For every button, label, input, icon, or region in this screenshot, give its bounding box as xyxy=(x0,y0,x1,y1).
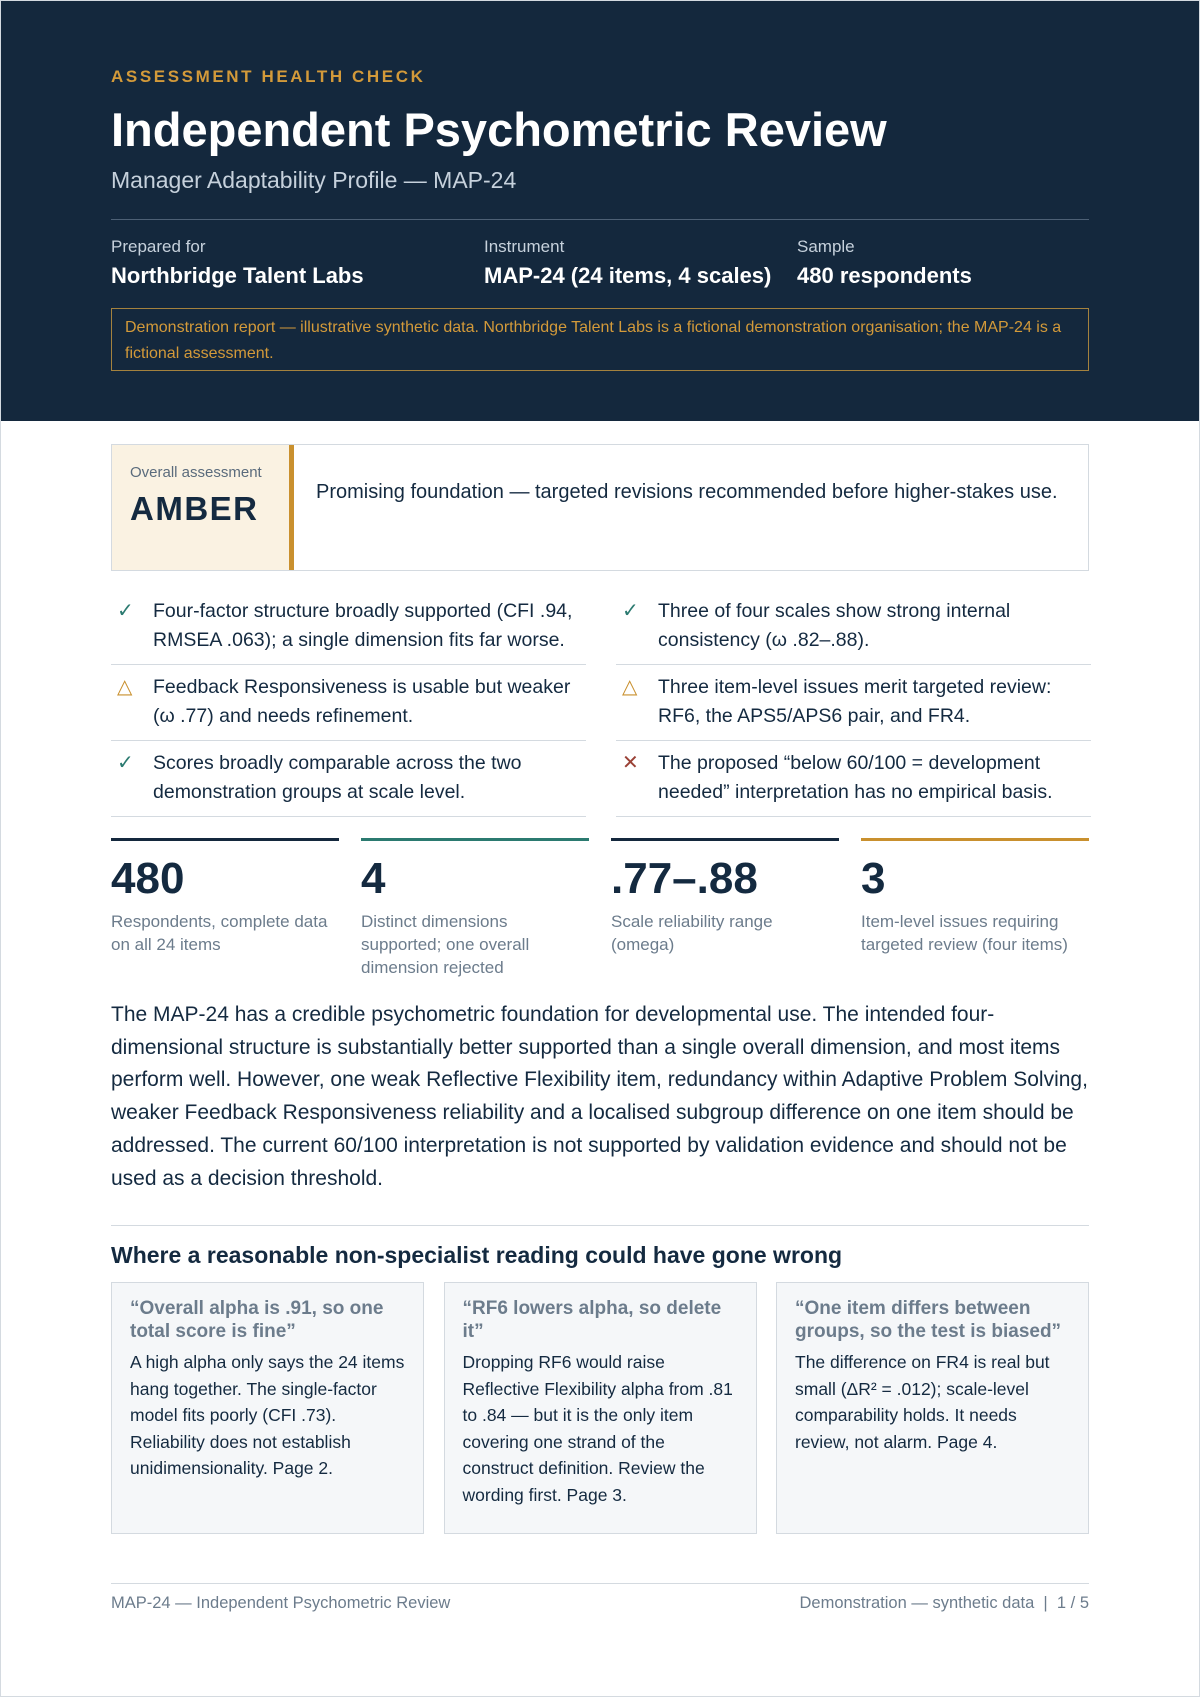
stat-value: 3 xyxy=(861,854,886,903)
finding-text: Three item-level issues merit targeted review: RF6, the APS5/APS6 pair, and FR4. xyxy=(658,676,1052,727)
stat-value: 480 xyxy=(111,854,185,903)
stat-label: Item-level issues requiring targeted review (four items) xyxy=(861,912,1068,954)
finding-text: Scores broadly comparable across the two demonstration groups at scale level. xyxy=(153,752,522,803)
overall-rating: AMBER xyxy=(130,490,259,527)
pitfall-card xyxy=(111,1282,424,1534)
warning-triangle-icon: △ xyxy=(622,676,638,698)
meta-value: MAP-24 (24 items, 4 scales) xyxy=(484,263,772,288)
report-title: Independent Psychometric Review xyxy=(111,103,887,156)
pitfalls-heading: Where a reasonable non-specialist reading could have gone wrong xyxy=(111,1242,843,1269)
finding-item xyxy=(616,741,1091,817)
pitfall-card xyxy=(444,1282,757,1534)
stat-value: .77–.88 xyxy=(611,854,758,903)
meta-value: 480 respondents xyxy=(797,263,972,288)
stat-respondents xyxy=(111,838,339,979)
pitfall-quote: “RF6 lowers alpha, so delete it” xyxy=(462,1298,722,1343)
cross-icon: ✕ xyxy=(622,752,639,774)
check-icon: ✓ xyxy=(622,600,639,622)
finding-text: Four-factor structure broadly supported (CFI .94, RMSEA .063); a single dimension fits far worse. xyxy=(153,600,573,651)
finding-item xyxy=(111,741,586,817)
report-meta xyxy=(111,236,1089,290)
key-findings xyxy=(111,589,1089,817)
meta-instrument xyxy=(484,236,797,290)
meta-prepared-for xyxy=(111,236,484,290)
key-statistics xyxy=(111,838,1089,979)
pitfall-cards xyxy=(111,1282,1089,1534)
finding-item xyxy=(111,665,586,741)
report-header xyxy=(1,1,1199,421)
overall-rating-panel xyxy=(112,445,294,570)
meta-label: Instrument xyxy=(484,237,565,256)
finding-text: Three of four scales show strong internal consistency (ω .82–.88). xyxy=(658,600,1011,651)
stat-dimensions xyxy=(361,838,589,979)
finding-text: Feedback Responsiveness is usable but weaker (ω .77) and needs refinement. xyxy=(153,676,571,727)
finding-item xyxy=(616,665,1091,741)
section-divider xyxy=(111,1225,1089,1226)
header-divider xyxy=(111,219,1089,220)
stat-label: Distinct dimensions supported; one overall dimension rejected xyxy=(361,912,530,977)
meta-value: Northbridge Talent Labs xyxy=(111,263,364,288)
stat-label: Respondents, complete data on all 24 items xyxy=(111,912,328,954)
footer-title: MAP-24 — Independent Psychometric Review xyxy=(111,1594,451,1612)
stat-item-issues xyxy=(861,838,1089,979)
pitfall-quote: “One item differs between groups, so the test is biased” xyxy=(795,1298,1062,1343)
overall-label: Overall assessment xyxy=(130,464,262,481)
finding-item xyxy=(111,589,586,665)
pitfall-explanation: The difference on FR4 is real but small (ΔR² = .012); scale-level comparability holds. It needs review, not alarm. Page 4. xyxy=(795,1352,1050,1452)
stat-label: Scale reliability range (omega) xyxy=(611,912,773,954)
overall-summary: Promising foundation — targeted revisions recommended before higher-stakes use. xyxy=(316,481,1058,503)
pitfall-explanation: A high alpha only says the 24 items hang together. The single-factor model fits poorly (CFI .73). Reliability does not establish unidimensionality. Page 2. xyxy=(130,1352,405,1479)
finding-text: The proposed “below 60/100 = development needed” interpretation has no empirical basis. xyxy=(658,752,1053,803)
report-content xyxy=(1,444,1199,1534)
report-subtitle: Manager Adaptability Profile — MAP-24 xyxy=(111,167,517,193)
meta-sample xyxy=(797,236,972,290)
pitfall-explanation: Dropping RF6 would raise Reflective Flexibility alpha from .81 to .84 — but it is the only item covering one strand of the construct definition. Review the wording first. Page 3. xyxy=(462,1352,733,1505)
footer-page-info: Demonstration — synthetic data | 1 / 5 xyxy=(799,1594,1089,1612)
pitfall-quote: “Overall alpha is .91, so one total score is fine” xyxy=(130,1298,384,1343)
pitfall-card xyxy=(776,1282,1089,1534)
meta-label: Prepared for xyxy=(111,237,206,256)
report-eyebrow: ASSESSMENT HEALTH CHECK xyxy=(111,67,426,86)
stat-reliability xyxy=(611,838,839,979)
page-footer xyxy=(111,1583,1089,1613)
overall-assessment xyxy=(111,444,1089,571)
warning-triangle-icon: △ xyxy=(117,676,133,698)
check-icon: ✓ xyxy=(117,600,134,622)
finding-item xyxy=(616,589,1091,665)
check-icon: ✓ xyxy=(117,752,134,774)
demonstration-notice: Demonstration report — illustrative synthetic data. Northbridge Talent Labs is a fictional demonstration organisation; the MAP-24 is a fictional assessment. xyxy=(111,308,1089,371)
stat-value: 4 xyxy=(361,854,386,903)
summary-paragraph: The MAP-24 has a credible psychometric foundation for developmental use. The intended four-dimensional structure is substantially better supported than a single overall dimension, and most items perform well. However, one weak Reflective Flexibility item, redundancy within Adaptive Problem Solving, weaker Feedback Responsiveness reliability and a localised subgroup difference on one item should be addressed. The current 60/100 interpretation is not supported by validation evidence and should not be used as a decision threshold. xyxy=(111,1003,1088,1190)
meta-label: Sample xyxy=(797,237,855,256)
